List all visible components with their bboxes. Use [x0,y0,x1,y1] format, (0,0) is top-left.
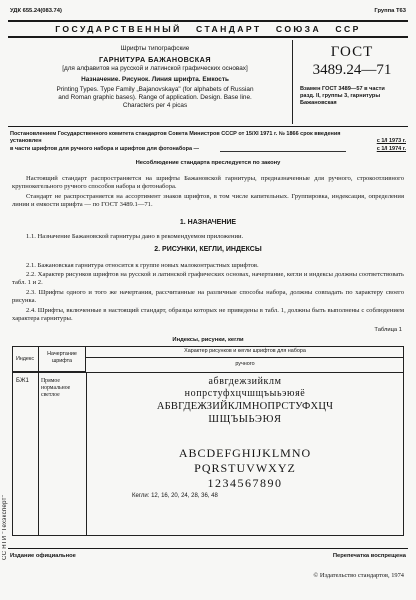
specimen-upper-1: АБВГДЕЖЗИЙКЛМНОПРСТУФХЦЧ [156,401,334,412]
gost-label: ГОСТ [330,44,374,60]
header-bottom-rule [12,372,404,373]
table-title: Индексы, рисунки, кегли [172,337,244,343]
header-manual: ручного [235,361,255,367]
group-code: Группа Т63 [374,8,406,14]
clause-2-4: 2.4. Шрифты, включенные в настоящий стандарт, образцы которых не приведены в табл. 1, должны быть выполнены с соблюдением характера гарнитуры. [12,307,404,323]
effective-date-1: с 1/I 1973 г. [376,138,406,144]
intro-paragraph-2: Стандарт не распространяется на ассортимент знаков шрифтов, в том числе капительных. Группировка, индексация, определения линии и емкости шрифта — по ГОСТ 3489.1—71. [12,193,404,209]
specimen-lower-2: нопрстуфхцчшщъыьэюяё [184,388,306,399]
decree-line-1: Постановлением Государственного комитета стандартов Совета Министров СССР от 15/XI 1971 г. № 1866 срок введения [10,131,341,137]
decree-line-3: в части шрифтов для ручного набора и шрифтов для фотонабора — [10,146,200,152]
english-title-2: and Roman graphic bases). Range of application. Design. Base line. [58,94,252,101]
replacement-line-3: Бажановская [300,100,337,106]
standard-banner: ГОСУДАРСТВЕННЫЙ СТАНДАРТ СОЮЗА ССР [55,24,361,34]
document-title: ГАРНИТУРА БАЖАНОВСКАЯ [98,55,212,64]
specimen-latin-1: ABCDEFGHIJKLMNO [178,446,312,460]
index-column-rule [38,372,39,536]
clause-2-2: 2.2. Характер рисунков шрифтов на русской и латинской графических основах, начертание, кегли и индексы должны соответствовать табл. 1 и 2. [12,271,404,287]
banner-rule [8,36,408,38]
header-style: Начертание шрифта [47,351,77,364]
clause-2-1: 2.1. Бажановская гарнитура относится к группе новых малоконтрастных шрифтов. [26,262,259,269]
row-index: БЖ1 [16,378,29,384]
category-line: Шрифты типографские [120,45,190,52]
header-index: Индекс [15,356,35,362]
section-2-heading: 2. РИСУНКИ, КЕГЛИ, ИНДЕКСЫ [154,246,262,253]
decree-dash-line [220,151,346,152]
gost-number: 3489.24—71 [312,62,392,78]
english-title-1: Printing Types. Type Family „Bajanovskaya" (for alphabets of Russian [56,86,254,93]
header-character: Характер рисунков и кегли шрифтов для набора [184,348,306,354]
penalty-note: Несоблюдение стандарта преследуется по закону [135,160,281,166]
document-subtitle: [для алфавитов на русской и латинской графических основах] [62,65,248,72]
effective-date-2: с 1/I 1974 г. [376,146,406,152]
intro-paragraph-1: Настоящий стандарт распространяется на шрифты Бажановской гарнитуры, предназначенные для ручного, строкоотливного крупнокегельного ручного способов набора и фотонабора. [12,175,404,191]
specimen-lower-1: абвгдежзийклм [208,376,282,387]
footer-rule [8,548,408,549]
row-style: Прямое нормальное светлое [41,378,71,399]
decree-line-2: установлен [10,138,42,144]
gost-divider [292,40,293,124]
official-edition: Издание официальное [10,553,76,559]
section-1-heading: 1. НАЗНАЧЕНИЕ [179,219,237,226]
contents-line: Назначение. Рисунок. Линия шрифта. Емкость [81,76,229,83]
specimen-sizes: Кегли: 12, 16, 20, 24, 28, 36, 48 [132,493,218,499]
top-rule [8,20,408,22]
title-bottom-rule [8,126,408,127]
header-split-rule [86,357,404,358]
replacement-line-1: Взамен ГОСТ 3489—57 в части [300,86,385,92]
copyright-notice: © Издательство стандартов, 1974 [313,572,404,579]
specimen-upper-2: ШЩЪЫЬЭЮЯ [208,414,282,425]
specimen-latin-2: PQRSTUVWXYZ [194,461,296,475]
table-caption: Таблица 1 [374,327,402,333]
side-stamp: СС НТИ "Техэксперт" [2,494,8,560]
section-1-paragraph: 1.1. Назначение Бажановской гарнитуры дано в рекомендуемом приложении. [26,233,244,240]
specimen-digits: 1234567890 [207,476,283,490]
reprint-notice: Перепечатка воспрещена [332,553,406,559]
replacement-line-2: разд. II, группы 3, гарнитуры [300,93,381,99]
replacement-note [300,86,410,107]
udk-code: УДК 655.24(083.74) [10,8,62,14]
clause-2-3: 2.3. Шрифты одного и того же начертания, рассчитанные на различные способы набора, должны совпадать по характеру своего рисунка. [12,289,404,305]
specimen-table [12,346,404,536]
english-title-3: Characters per 4 picas [122,102,188,109]
